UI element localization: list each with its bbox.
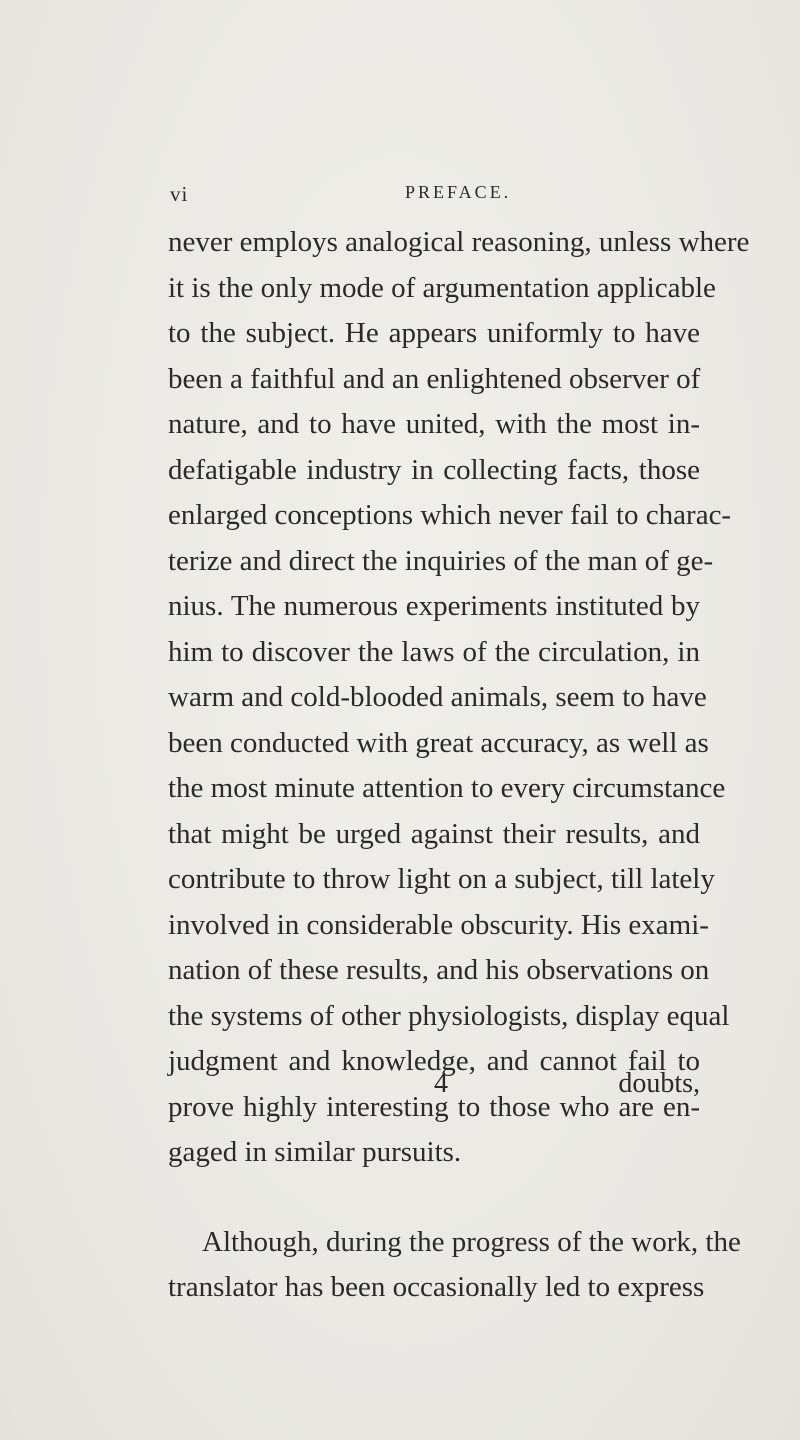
catchword: doubts, bbox=[618, 1068, 700, 1099]
text-line: nius. The numerous experiments instituted by bbox=[168, 590, 700, 622]
text-line: nation of these results, and his observations on bbox=[168, 954, 710, 986]
paragraph-2 bbox=[168, 1220, 741, 1311]
text-line: gaged in similar pursuits. bbox=[168, 1136, 462, 1168]
text-line: him to discover the laws of the circulation, in bbox=[168, 635, 700, 668]
text-line: judgment and knowledge, and cannot fail to bbox=[168, 1045, 700, 1077]
text-line: the systems of other physiologists, display equal bbox=[168, 999, 730, 1032]
text-line: terize and direct the inquiries of the man of ge- bbox=[168, 544, 714, 577]
text-line: enlarged conceptions which never fail to charac- bbox=[168, 499, 732, 531]
signature-mark: 4 bbox=[434, 1068, 448, 1099]
page-header bbox=[170, 182, 640, 212]
text-line: nature, and to have united, with the most in- bbox=[168, 408, 700, 440]
text-line: translator has been occasionally led to express bbox=[168, 1271, 705, 1303]
paragraph-gap bbox=[168, 1176, 700, 1220]
text-line: the most minute attention to every circumstance bbox=[168, 772, 726, 804]
text-line: involved in considerable obscurity. His exami- bbox=[168, 908, 709, 941]
text-line: that might be urged against their results, and bbox=[168, 817, 700, 850]
text-line: defatigable industry in collecting facts, those bbox=[168, 453, 700, 486]
running-head: PREFACE. bbox=[405, 182, 512, 202]
body-text bbox=[168, 220, 750, 1311]
text-line: been a faithful and an enlightened observer of bbox=[168, 362, 701, 395]
page-footer bbox=[168, 1068, 700, 1112]
text-line: never employs analogical reasoning, unless where bbox=[168, 226, 750, 258]
text-line: prove highly interesting to those who are en- bbox=[168, 1090, 700, 1123]
paragraph-1 bbox=[168, 220, 750, 1176]
text-line: Although, during the progress of the work, the bbox=[202, 1225, 741, 1258]
text-line: been conducted with great accuracy, as well as bbox=[168, 726, 709, 759]
text-line: it is the only mode of argumentation applicable bbox=[168, 271, 716, 304]
text-line: to the subject. He appears uniformly to have bbox=[168, 317, 700, 349]
text-line: contribute to throw light on a subject, till lately bbox=[168, 863, 715, 895]
text-line: warm and cold-blooded animals, seem to have bbox=[168, 681, 707, 713]
page-number: vi bbox=[170, 182, 189, 206]
